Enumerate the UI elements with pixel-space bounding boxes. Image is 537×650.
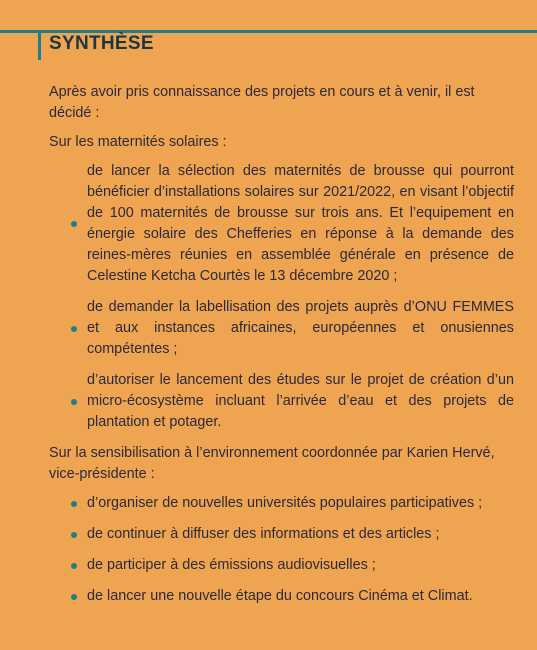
header-rule xyxy=(0,30,40,33)
bullet-icon xyxy=(71,594,77,600)
bullet-icon xyxy=(71,501,77,507)
list-item xyxy=(49,555,514,576)
bullet-icon xyxy=(71,221,77,227)
bullet-icon xyxy=(71,326,77,332)
bullet-icon xyxy=(71,399,77,405)
section-awareness-heading: Sur la sensibilisation à l’environnement coordonnée par Karien Hervé, vice-présidente : xyxy=(49,445,495,482)
list-item-text: de demander la labellisation des projets auprès d’ONU FEMMES et aux instances africaines, européennes et onusiennes compétentes ; xyxy=(87,299,514,357)
list-item-text: de lancer la sélection des maternités de brousse qui pourront bénéficier d’installations solaires sur 2021/2022, en visant l’objectif de 100 maternités de brousse sur trois ans. Et l’equipement en énergie solaire des Chefferies en réponse à la demande des reines-mères réunies en assemblée générale en présence de Celestine Ketcha Courtès le 13 décembre 2020 ; xyxy=(87,163,514,284)
page-title: SYNTHÈSE xyxy=(49,33,154,54)
list-item-text: d’organiser de nouvelles universités populaires participatives ; xyxy=(87,495,483,511)
synthesis-body xyxy=(49,82,514,617)
list-item-text: de lancer une nouvelle étape du concours Cinéma et Climat. xyxy=(87,588,473,604)
list-item-text: de continuer à diffuser des informations et des articles ; xyxy=(87,526,440,542)
list-item xyxy=(49,297,514,360)
list-item xyxy=(49,524,514,545)
list-item xyxy=(49,586,514,607)
solar-decisions-list xyxy=(49,161,514,433)
list-item-text: d’autoriser le lancement des études sur le projet de création d’un micro-écosystème incluant l’arrivée d’eau et des projets de plantation et potager. xyxy=(87,372,514,430)
intro-paragraph: Après avoir pris connaissance des projets en cours et à venir, il est décidé : xyxy=(49,84,475,121)
list-item xyxy=(49,161,514,287)
list-item-text: de participer à des émissions audiovisuelles ; xyxy=(87,557,376,573)
list-item xyxy=(49,493,514,514)
section-solar-heading: Sur les maternités solaires : xyxy=(49,134,227,150)
bullet-icon xyxy=(71,532,77,538)
awareness-decisions-list xyxy=(49,493,514,607)
list-item xyxy=(49,370,514,433)
bullet-icon xyxy=(71,563,77,569)
